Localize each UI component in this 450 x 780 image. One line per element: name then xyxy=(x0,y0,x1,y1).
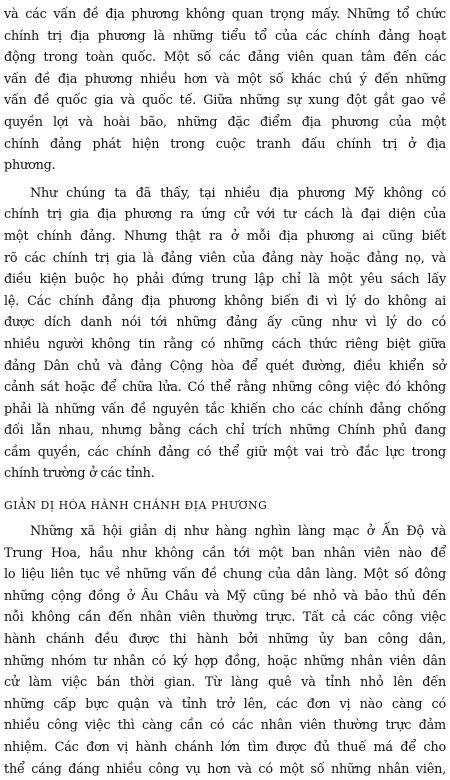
text-line: cảnh sát hoặc để chữa lửa. Có thể rằng những công việc đó không xyxy=(4,380,446,396)
text-line: vấn đề địa phương nhiều hơn và một số khác chú ý đến những xyxy=(4,71,446,87)
paragraph-1 xyxy=(4,4,446,177)
paragraph-2 xyxy=(4,183,446,485)
text-line: đối lẫn nhau, nhưng bằng cách chỉ trích những Chính phủ đang xyxy=(4,423,446,439)
text-line: một chính đảng. Nhưng thật ra ở mỗi địa phương ai cũng biết xyxy=(4,228,446,244)
text-line: đảng Dân chủ và đảng Cộng hòa để quét đường, điều khiển sở xyxy=(4,358,446,374)
text-line: rõ các chính trị gia là đảng viên của đảng này hoặc đảng nọ, và xyxy=(4,250,446,266)
text-line: quyền lợi và hoài bão, những đặc điểm địa phương của một xyxy=(4,114,446,130)
text-line: nhiệm. Các đơn vị hành chánh lớn tìm được đủ thuế má để cho xyxy=(4,740,446,755)
text-line: nhiều người không tin rằng có những cách thức riêng biệt giữa xyxy=(4,336,446,352)
text-line: Những xã hội giản dị như hàng nghìn làng mạc ở Ấn Độ và xyxy=(30,524,446,540)
text-line: chính trị gia địa phương ra ứng cử với tư cách là đại diện của xyxy=(4,207,446,223)
text-line: chính trường ở các tỉnh. xyxy=(4,466,155,482)
text-line: lệ. Các chính đảng địa phương không biến đi vì lý do không ai xyxy=(4,293,446,309)
text-line: cử làm việc bán thời gian. Từ làng quê và tỉnh nhỏ lên đến xyxy=(4,675,446,691)
text-line: Như chúng ta đã thấy, tại nhiều địa phương Mỹ không có xyxy=(30,185,446,201)
text-line: vấn đề quốc gia và quốc tế. Giữa những sự xung đột gắt gao về xyxy=(4,93,446,109)
text-line: chính trị địa phương là những tiểu tổ của các chính đảng hoạt xyxy=(4,28,446,44)
paragraph-3 xyxy=(4,521,446,780)
text-line: nhiều công việc thì càng cần có các nhân viên thường trực đảm xyxy=(4,718,446,734)
text-line: thể cáng đáng nhiều công vụ hơn và có một số những nhân viên, xyxy=(4,761,446,777)
text-line: động trong toàn quốc. Một số các đảng viên quan tâm đến các xyxy=(4,50,446,66)
text-line: những cộng đồng ở Âu Châu và Mỹ cũng bé nhỏ và bảo thủ đến xyxy=(4,588,446,604)
text-line: hành chánh đều được thi hành bởi những ủy ban công dân, xyxy=(4,632,446,648)
text-line: chính đảng phát hiện trong cuộc tranh đấu chính trị ở địa xyxy=(4,136,446,152)
text-line: phương. xyxy=(4,158,56,174)
text-line: Trung Hoa, hầu như không cần tới một ban nhân viên nào để xyxy=(4,545,446,561)
text-line: cầm quyền, các chính đảng có thể giữ một vai trò đắc lực trong xyxy=(4,444,446,460)
text-line: những nhóm tư nhân có ký hợp đồng, hoặc những nhân viên dân xyxy=(4,653,446,669)
text-line: lo liệu liên tục về những vấn đề chung của dân làng. Một số đông xyxy=(4,567,446,583)
section-heading: GIẢN DỊ HÓA HÀNH CHÁNH ĐỊA PHƯƠNG xyxy=(4,499,268,513)
document-page xyxy=(4,4,446,777)
text-line: và các vấn đề địa phương không quan trọng mấy. Những tổ chức xyxy=(4,7,446,22)
text-line: những cấp bực quận và tỉnh trở lên, các đơn vị nào càng có xyxy=(4,696,446,712)
text-line: phải là những vấn đề nguyên tắc khiến cho các chính đảng chống xyxy=(4,401,446,417)
text-line: điều kiện buộc họ phải đứng trung lập chỉ là một yêu sách lấy xyxy=(4,272,446,288)
text-line: nỗi không cần đến nhân viên thường trực. Tất cả các công việc xyxy=(4,610,446,626)
text-line: được dích danh nói tới những đảng ấy cũng như vì lý do có xyxy=(4,315,446,331)
